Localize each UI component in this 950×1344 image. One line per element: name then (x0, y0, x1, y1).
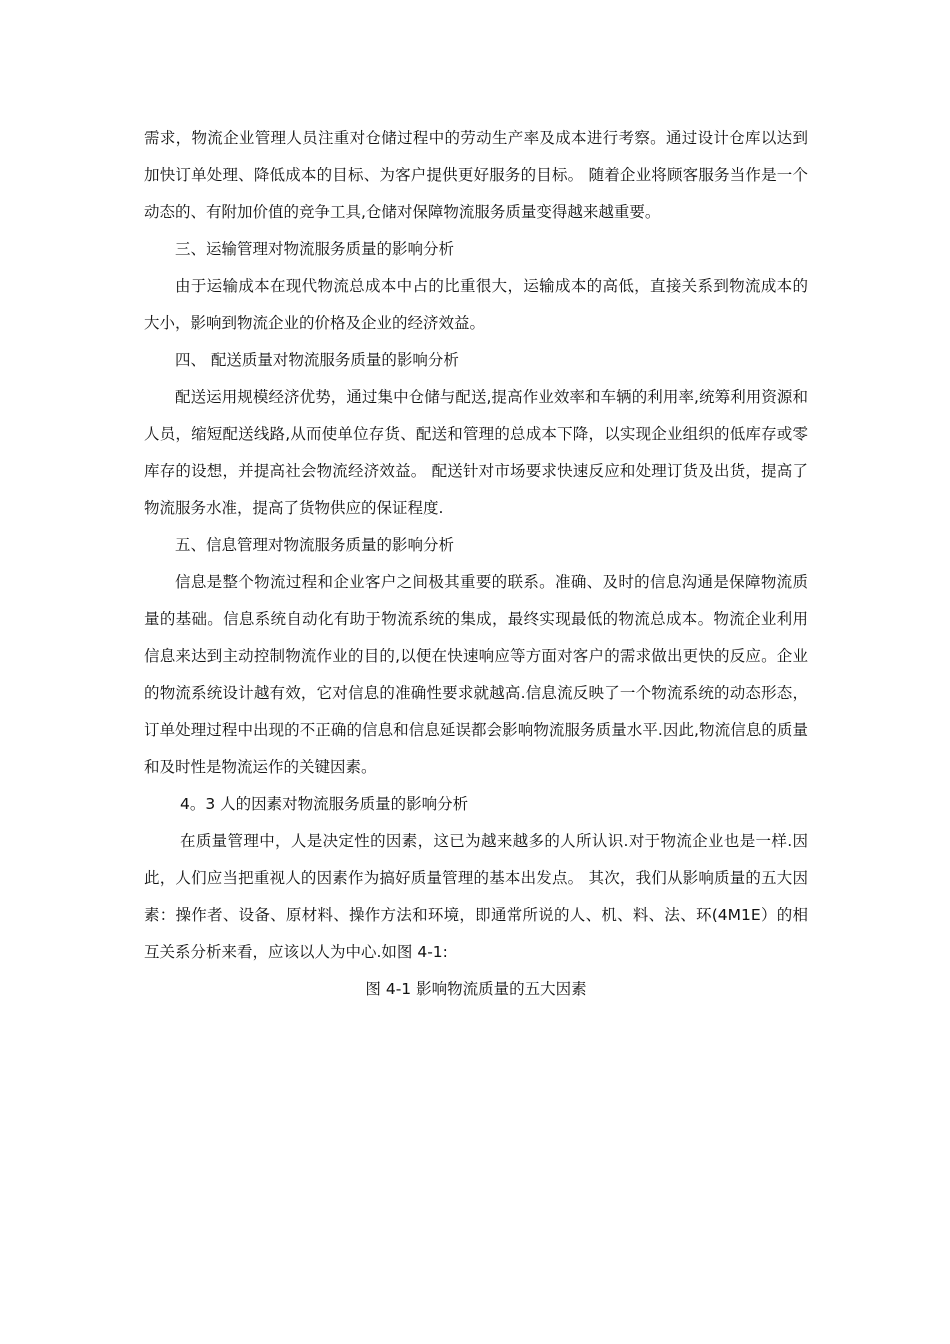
heading-transport-management: 三、运输管理对物流服务质量的影响分析 (175, 240, 455, 258)
paragraph-warehouse-continued: 需求，物流企业管理人员注重对仓储过程中的劳动生产率及成本进行考察。通过设计仓库以达到加快订单处理、降低成本的目标、为客户提供更好服务的目标。 随着企业将顾客服务当作是一个动态的、有附加价值的竞争工具,仓储对保障物流服务质量变得越来越重要。 (144, 129, 808, 221)
paragraph-information: 信息是整个物流过程和企业客户之间极其重要的联系。准确、及时的信息沟通是保障物流质量的基础。信息系统自动化有助于物流系统的集成，最终实现最低的物流总成本。物流企业利用信息来达到主动控制物流作业的目的,以便在快速响应等方面对客户的需求做出更快的反应。企业的物流系统设计越有效，它对信息的准确性要求就越高.信息流反映了一个物流系统的动态形态，订单处理过程中出现的不正确的信息和信息延误都会影响物流服务质量水平.因此,物流信息的质量和及时性是物流运作的关键因素。 (144, 573, 808, 776)
paragraph-transport-cost: 由于运输成本在现代物流总成本中占的比重很大，运输成本的高低，直接关系到物流成本的大小，影响到物流企业的价格及企业的经济效益。 (144, 277, 808, 332)
paragraph-delivery: 配送运用规模经济优势，通过集中仓储与配送,提高作业效率和车辆的利用率,统筹利用资源和人员，缩短配送线路,从而使单位存货、配送和管理的总成本下降，以实现企业组织的低库存或零库存的设想，并提高社会物流经济效益。 配送针对市场要求快速反应和处理订货及出货，提高了物流服务水准，提高了货物供应的保证程度. (144, 388, 808, 517)
document-body (144, 120, 808, 1008)
heading-human-factors: 4。3 人的因素对物流服务质量的影响分析 (180, 795, 469, 813)
heading-information-management: 五、信息管理对物流服务质量的影响分析 (175, 536, 455, 554)
paragraph-human-factors: 在质量管理中，人是决定性的因素，这已为越来越多的人所认识.对于物流企业也是一样.因此，人们应当把重视人的因素作为搞好质量管理的基本出发点。 其次，我们从影响质量的五大因素：操作者、设备、原材料、操作方法和环境，即通常所说的人、机、料、法、环(4M1E）的相互关系分析来看，应该以人为中心.如图 4-1: (144, 832, 808, 961)
heading-delivery-quality: 四、 配送质量对物流服务质量的影响分析 (175, 351, 459, 369)
figure-caption: 图 4-1 影响物流质量的五大因素 (365, 980, 587, 998)
